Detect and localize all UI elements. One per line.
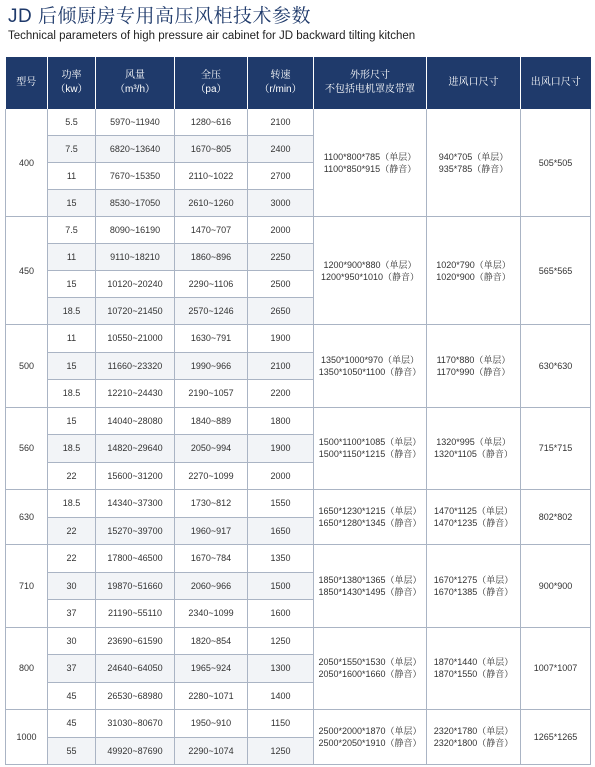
speed-cell: 2000 <box>248 462 314 490</box>
inlet-size-line: 1320*995（单层） <box>436 437 511 448</box>
external-size-cell <box>314 109 427 217</box>
table-row <box>6 325 591 353</box>
table-header-row <box>6 57 591 109</box>
power-cell: 18.5 <box>48 435 96 463</box>
power-cell: 11 <box>48 325 96 353</box>
header-pressure: 全压 （pa） <box>175 57 248 109</box>
power-cell: 18.5 <box>48 490 96 518</box>
speed-cell: 2250 <box>248 244 314 271</box>
power-cell: 45 <box>48 682 96 710</box>
inlet-size-line: 1670*1275（单层） <box>433 574 514 585</box>
pressure-cell: 1670~805 <box>175 136 248 163</box>
external-size-line: 1500*1100*1085（单层） <box>318 437 422 448</box>
power-cell: 22 <box>48 545 96 573</box>
flow-cell: 14820~29640 <box>96 435 175 463</box>
pressure-cell: 1730~812 <box>175 490 248 518</box>
power-cell: 15 <box>48 190 96 217</box>
outlet-size-cell: 505*505 <box>521 109 591 217</box>
speed-cell: 1150 <box>248 710 314 738</box>
power-cell: 22 <box>48 517 96 545</box>
inlet-size-cell <box>427 325 521 408</box>
speed-cell: 1500 <box>248 572 314 600</box>
power-cell: 15 <box>48 271 96 298</box>
pressure-cell: 2050~994 <box>175 435 248 463</box>
pressure-cell: 1820~854 <box>175 627 248 655</box>
speed-cell: 2200 <box>248 380 314 408</box>
model-cell: 800 <box>6 627 48 710</box>
flow-cell: 5970~11940 <box>96 109 175 136</box>
flow-cell: 19870~51660 <box>96 572 175 600</box>
model-cell: 450 <box>6 217 48 325</box>
inlet-size-line: 1670*1385（静音） <box>433 586 514 597</box>
flow-cell: 7670~15350 <box>96 163 175 190</box>
header-external-size: 外形尺寸 不包括电机罩皮带罩 <box>314 57 427 109</box>
external-size-line: 1100*800*785（单层） <box>323 151 417 162</box>
pressure-cell: 2110~1022 <box>175 163 248 190</box>
flow-cell: 15270~39700 <box>96 517 175 545</box>
outlet-size-cell: 565*565 <box>521 217 591 325</box>
header-flow: 风量 （m³/h） <box>96 57 175 109</box>
inlet-size-line: 935*785（静音） <box>438 163 509 174</box>
external-size-line: 2050*1600*1660（静音） <box>318 669 422 680</box>
flow-cell: 10120~20240 <box>96 271 175 298</box>
flow-cell: 6820~13640 <box>96 136 175 163</box>
inlet-size-line: 2320*1780（单层） <box>433 726 514 736</box>
table-row <box>6 407 591 435</box>
power-cell: 37 <box>48 655 96 683</box>
inlet-size-line: 1020*900（静音） <box>436 271 511 282</box>
outlet-size-cell: 1265*1265 <box>521 710 591 765</box>
power-cell: 5.5 <box>48 109 96 136</box>
flow-cell: 10550~21000 <box>96 325 175 353</box>
power-cell: 7.5 <box>48 136 96 163</box>
speed-cell: 2700 <box>248 163 314 190</box>
spec-table <box>5 57 591 765</box>
external-size-line: 1350*1000*970（单层） <box>320 354 420 365</box>
external-size-cell <box>314 710 427 765</box>
power-cell: 7.5 <box>48 217 96 244</box>
pressure-cell: 2190~1057 <box>175 380 248 408</box>
inlet-size-line: 1470*1125（单层） <box>434 506 513 516</box>
flow-cell: 24640~64050 <box>96 655 175 683</box>
pressure-cell: 1280~616 <box>175 109 248 136</box>
header-speed: 转速 （r/min） <box>248 57 314 109</box>
external-size-line: 1850*1380*1365（单层） <box>318 574 422 585</box>
pressure-cell: 1950~910 <box>175 710 248 738</box>
inlet-size-line: 940*705（单层） <box>438 151 509 162</box>
speed-cell: 1350 <box>248 545 314 573</box>
external-size-line: 1500*1150*1215（静音） <box>318 449 422 460</box>
power-cell: 11 <box>48 244 96 271</box>
flow-cell: 12210~24430 <box>96 380 175 408</box>
external-size-cell <box>314 217 427 325</box>
power-cell: 15 <box>48 352 96 380</box>
power-cell: 30 <box>48 572 96 600</box>
flow-cell: 14040~28080 <box>96 407 175 435</box>
inlet-size-line: 1020*790（单层） <box>436 259 511 270</box>
header-power: 功率 （kw） <box>48 57 96 109</box>
outlet-size-cell: 715*715 <box>521 407 591 490</box>
speed-cell: 1250 <box>248 737 314 765</box>
external-size-cell <box>314 627 427 710</box>
external-size-line: 2050*1550*1530（单层） <box>318 657 422 668</box>
inlet-size-line: 1320*1105（静音） <box>434 449 513 460</box>
outlet-size-cell: 900*900 <box>521 545 591 628</box>
inlet-size-cell <box>427 710 521 765</box>
power-cell: 15 <box>48 407 96 435</box>
inlet-size-line: 1470*1235（静音） <box>433 518 514 528</box>
table-row <box>6 217 591 244</box>
table-row <box>6 710 591 738</box>
inlet-size-cell <box>427 627 521 710</box>
speed-cell: 1250 <box>248 627 314 655</box>
outlet-size-cell: 1007*1007 <box>521 627 591 710</box>
flow-cell: 31030~80670 <box>96 710 175 738</box>
header-inlet-size: 进风口尺寸 <box>427 57 521 109</box>
external-size-cell <box>314 545 427 628</box>
inlet-size-cell <box>427 490 521 545</box>
flow-cell: 15600~31200 <box>96 462 175 490</box>
power-cell: 18.5 <box>48 298 96 325</box>
external-size-line: 1850*1430*1495（静音） <box>318 586 422 597</box>
pressure-cell: 2280~1071 <box>175 682 248 710</box>
external-size-line: 2500*2050*1910（静音） <box>318 738 422 748</box>
speed-cell: 3000 <box>248 190 314 217</box>
flow-cell: 49920~87690 <box>96 737 175 765</box>
table-row <box>6 490 591 518</box>
external-size-line: 1100*850*915（静音） <box>323 163 417 174</box>
flow-cell: 8090~16190 <box>96 217 175 244</box>
header-outlet-size: 出风口尺寸 <box>521 57 591 109</box>
external-size-line: 1650*1280*1345（静音） <box>318 518 422 528</box>
speed-cell: 1300 <box>248 655 314 683</box>
model-cell: 710 <box>6 545 48 628</box>
page-title: JD 后倾厨房专用高压风柜技术参数 <box>8 6 312 27</box>
pressure-cell: 1840~889 <box>175 407 248 435</box>
flow-cell: 23690~61590 <box>96 627 175 655</box>
flow-cell: 11660~23320 <box>96 352 175 380</box>
inlet-size-cell <box>427 217 521 325</box>
inlet-size-cell <box>427 407 521 490</box>
table-row <box>6 545 591 573</box>
model-cell: 500 <box>6 325 48 408</box>
inlet-size-cell <box>427 545 521 628</box>
pressure-cell: 2060~966 <box>175 572 248 600</box>
speed-cell: 1400 <box>248 682 314 710</box>
table-row <box>6 109 591 136</box>
power-cell: 30 <box>48 627 96 655</box>
inlet-size-line: 1870*1550（静音） <box>433 669 514 680</box>
pressure-cell: 1960~917 <box>175 517 248 545</box>
inlet-size-line: 1170*990（静音） <box>436 366 511 377</box>
flow-cell: 26530~68980 <box>96 682 175 710</box>
pressure-cell: 2340~1099 <box>175 600 248 628</box>
pressure-cell: 2570~1246 <box>175 298 248 325</box>
flow-cell: 9110~18210 <box>96 244 175 271</box>
power-cell: 45 <box>48 710 96 738</box>
flow-cell: 8530~17050 <box>96 190 175 217</box>
pressure-cell: 1990~966 <box>175 352 248 380</box>
speed-cell: 2400 <box>248 136 314 163</box>
speed-cell: 2000 <box>248 217 314 244</box>
pressure-cell: 1965~924 <box>175 655 248 683</box>
pressure-cell: 2610~1260 <box>175 190 248 217</box>
header-model: 型号 <box>6 57 48 109</box>
pressure-cell: 1860~896 <box>175 244 248 271</box>
flow-cell: 14340~37300 <box>96 490 175 518</box>
pressure-cell: 1470~707 <box>175 217 248 244</box>
external-size-line: 1650*1230*1215（单层） <box>318 506 422 516</box>
table-row <box>6 627 591 655</box>
flow-cell: 10720~21450 <box>96 298 175 325</box>
pressure-cell: 2290~1074 <box>175 737 248 765</box>
inlet-size-line: 1170*880（单层） <box>436 354 511 365</box>
speed-cell: 1550 <box>248 490 314 518</box>
model-cell: 560 <box>6 407 48 490</box>
speed-cell: 2650 <box>248 298 314 325</box>
model-cell: 400 <box>6 109 48 217</box>
table-body <box>6 109 591 765</box>
speed-cell: 1600 <box>248 600 314 628</box>
speed-cell: 2100 <box>248 352 314 380</box>
power-cell: 37 <box>48 600 96 628</box>
power-cell: 11 <box>48 163 96 190</box>
external-size-line: 1200*950*1010（静音） <box>320 271 420 282</box>
flow-cell: 21190~55110 <box>96 600 175 628</box>
model-cell: 1000 <box>6 710 48 765</box>
pressure-cell: 1630~791 <box>175 325 248 353</box>
inlet-size-line: 1870*1440（单层） <box>433 657 514 668</box>
inlet-size-line: 2320*1800（静音） <box>433 738 514 748</box>
external-size-cell <box>314 325 427 408</box>
outlet-size-cell: 802*802 <box>521 490 591 545</box>
pressure-cell: 2290~1106 <box>175 271 248 298</box>
page-subtitle: Technical parameters of high pressure air cabinet for JD backward tilting kitchen <box>8 30 416 42</box>
external-size-line: 2500*2000*1870（单层） <box>318 726 422 736</box>
speed-cell: 1900 <box>248 435 314 463</box>
speed-cell: 1900 <box>248 325 314 353</box>
speed-cell: 1800 <box>248 407 314 435</box>
power-cell: 55 <box>48 737 96 765</box>
flow-cell: 17800~46500 <box>96 545 175 573</box>
external-size-line: 1350*1050*1100（静音） <box>318 366 422 377</box>
inlet-size-cell <box>427 109 521 217</box>
model-cell: 630 <box>6 490 48 545</box>
pressure-cell: 1670~784 <box>175 545 248 573</box>
speed-cell: 2500 <box>248 271 314 298</box>
outlet-size-cell: 630*630 <box>521 325 591 408</box>
external-size-cell <box>314 490 427 545</box>
power-cell: 18.5 <box>48 380 96 408</box>
speed-cell: 1650 <box>248 517 314 545</box>
external-size-cell <box>314 407 427 490</box>
speed-cell: 2100 <box>248 109 314 136</box>
external-size-line: 1200*900*880（单层） <box>323 259 417 270</box>
pressure-cell: 2270~1099 <box>175 462 248 490</box>
power-cell: 22 <box>48 462 96 490</box>
